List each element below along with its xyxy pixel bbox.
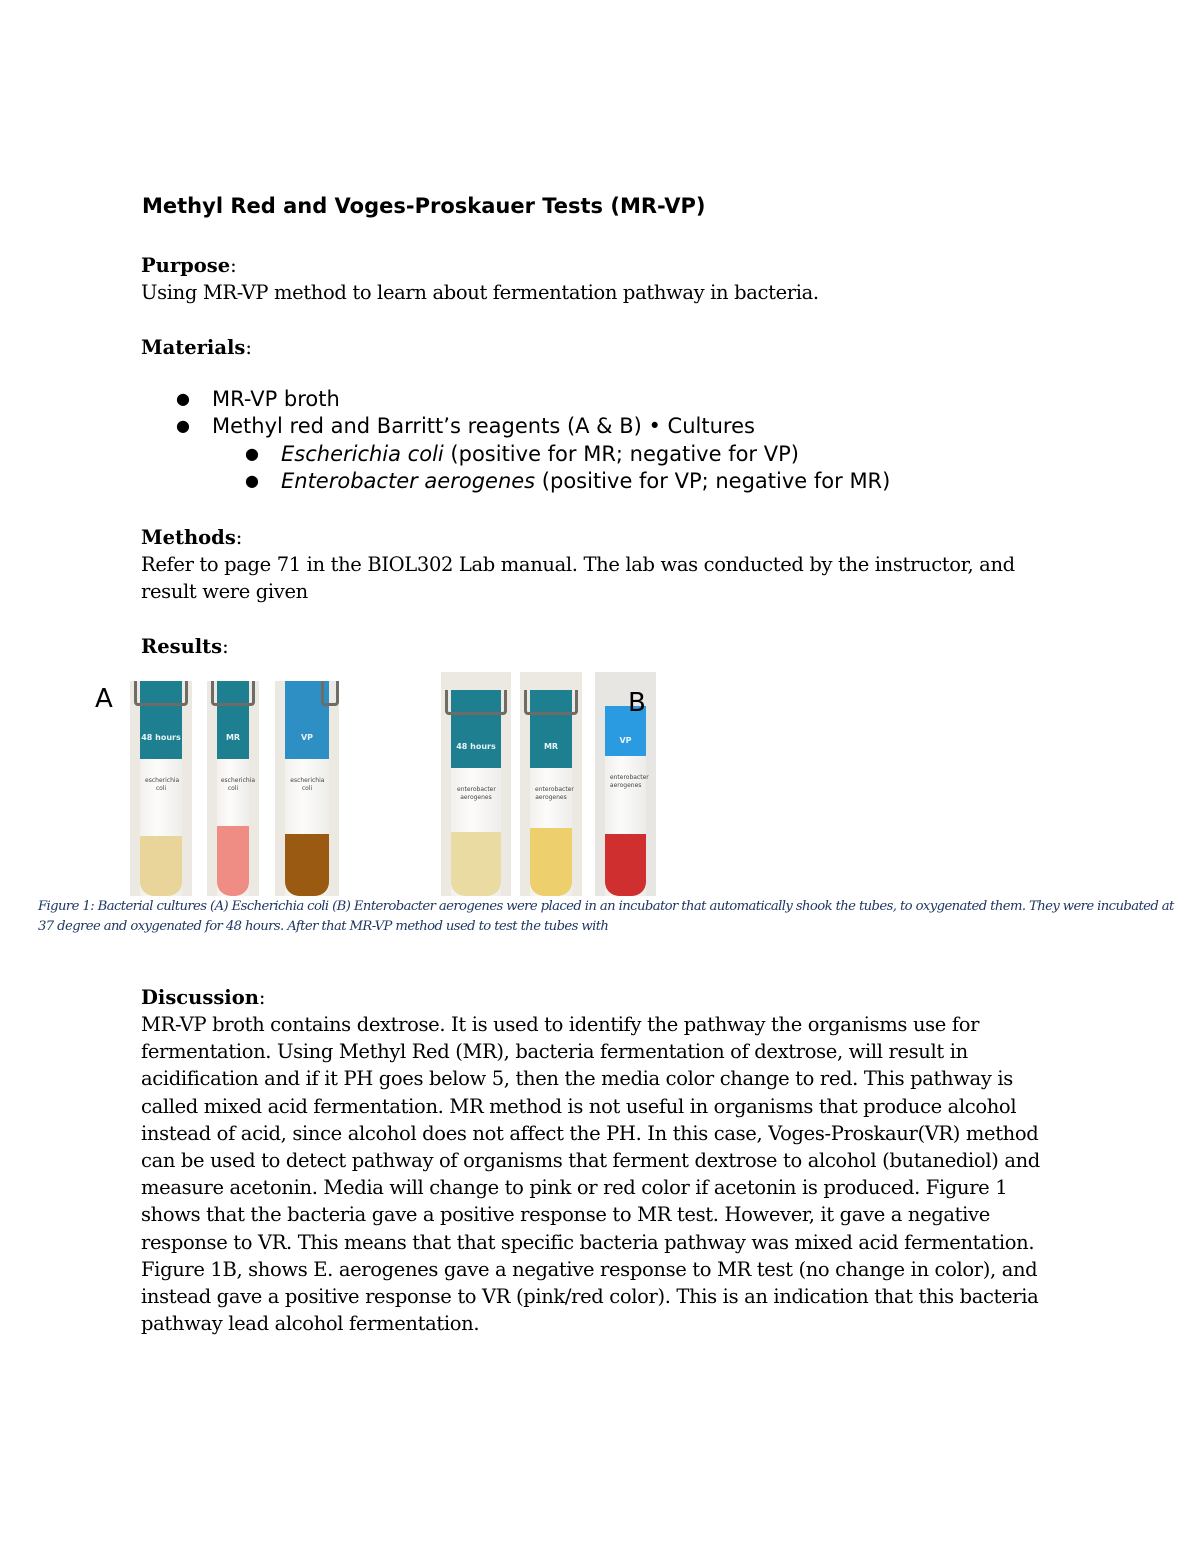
discussion-heading: Discussion: — [141, 986, 266, 1009]
materials-item-text: (positive for VP; negative for MR) — [535, 469, 891, 493]
materials-item-text: Methyl red and Barritt’s reagents (A & B) • Cultures — [212, 414, 755, 438]
bullet-icon: ● — [176, 416, 190, 435]
figure-label-b: B — [628, 688, 646, 718]
tube-liquid — [451, 832, 501, 896]
tube-cap — [451, 690, 501, 768]
discussion-heading-label: Discussion — [141, 986, 259, 1009]
tube-photo — [207, 681, 259, 896]
tube-liquid — [217, 826, 249, 896]
tube-label: escherichia coli — [220, 777, 256, 792]
tube-liquid — [530, 828, 572, 896]
tube-photo — [441, 672, 511, 896]
methods-heading-label: Methods — [141, 526, 236, 549]
tube-label: escherichia coli — [145, 777, 180, 792]
tube-label: enterobacter aerogenes — [457, 786, 496, 801]
tube-photo — [520, 672, 582, 896]
tube-photo — [275, 681, 339, 896]
tube-liquid — [285, 834, 329, 896]
figure-caption: Figure 1: Bacterial cultures (A) Escherichia coli (B) Enterobacter aerogenes were placed in an incubator that automatically shook the tubes, to oxygenated them. They were incubated at 37 degree and oxygenated for 48 hours. After that MR-VP method used to test the tubes with — [38, 899, 1174, 934]
tube-liquid — [140, 836, 182, 896]
purpose-text: Using MR-VP method to learn about fermentation pathway in bacteria. — [141, 281, 819, 304]
tube-cap — [140, 681, 182, 759]
bullet-icon: ● — [245, 444, 259, 463]
tube-label: enterobacter aerogenes — [609, 774, 649, 789]
results-heading-label: Results — [141, 635, 223, 658]
materials-heading: Materials: — [141, 336, 252, 359]
materials-heading-label: Materials — [141, 336, 246, 359]
tube-cap — [530, 690, 572, 768]
cap-label: VP — [619, 736, 632, 745]
cap-label: MR — [543, 742, 559, 751]
figure-label-a: A — [95, 684, 113, 714]
tube-label: escherichia coli — [290, 777, 325, 792]
tube-label: enterobacter aerogenes — [535, 786, 574, 801]
materials-item-text: (positive for MR; negative for VP) — [443, 442, 799, 466]
page-title: Methyl Red and Voges-Proskauer Tests (MR-VP) — [142, 194, 706, 218]
tube-cap — [217, 681, 249, 759]
cap-label: 48 hours — [141, 733, 181, 742]
materials-subitem — [245, 440, 799, 468]
bullet-icon: ● — [176, 389, 190, 408]
purpose-heading: Purpose: — [141, 254, 237, 277]
methods-heading: Methods: — [141, 526, 243, 549]
materials-item-text: MR-VP broth — [212, 387, 340, 411]
organism-name: Enterobacter aerogenes — [281, 469, 536, 493]
tube-liquid — [605, 834, 646, 896]
materials-subitem — [245, 467, 891, 495]
cap-label: VP — [300, 733, 314, 742]
bullet-icon: ● — [245, 471, 259, 490]
tube-cap — [285, 681, 329, 759]
discussion-text: MR-VP broth contains dextrose. It is used to identify the pathway the organisms use for fermentation. Using Methyl Red (MR), bacteria fermentation of dextrose, will result in acidification and if it PH goes below 5, then the media color change to red. This pathway is called mixed acid fermentation. MR method is not useful in organisms that produce alcohol instead of acid, since alcohol does not affect the PH. In this case, Voges-Proskaur(VR) method can be used to detect pathway of organisms that ferment dextrose to alcohol (butanediol) and measure acetonin. Media will change to pink or red color if acetonin is produced. Figure 1 shows that the bacteria gave a positive response to MR test. However, it gave a negative response to VR. This means that that specific bacteria pathway was mixed acid fermentation. Figure 1B, shows E. aerogenes gave a negative response to MR test (no change in color), and instead gave a positive response to VR (pink/red color). This is an indication that this bacteria pathway lead alcohol fermentation. — [141, 1013, 1040, 1336]
purpose-heading-label: Purpose — [141, 254, 231, 277]
materials-item — [176, 385, 340, 413]
tube-photo — [130, 681, 192, 896]
cap-label: MR — [225, 733, 241, 742]
methods-text: Refer to page 71 in the BIOL302 Lab manual. The lab was conducted by the instructor, and result were given — [141, 553, 1015, 604]
results-heading: Results: — [141, 635, 229, 658]
tube-photo — [595, 672, 656, 896]
cap-label: 48 hours — [456, 742, 496, 751]
organism-name: Escherichia coli — [281, 442, 444, 466]
materials-item — [176, 412, 755, 440]
